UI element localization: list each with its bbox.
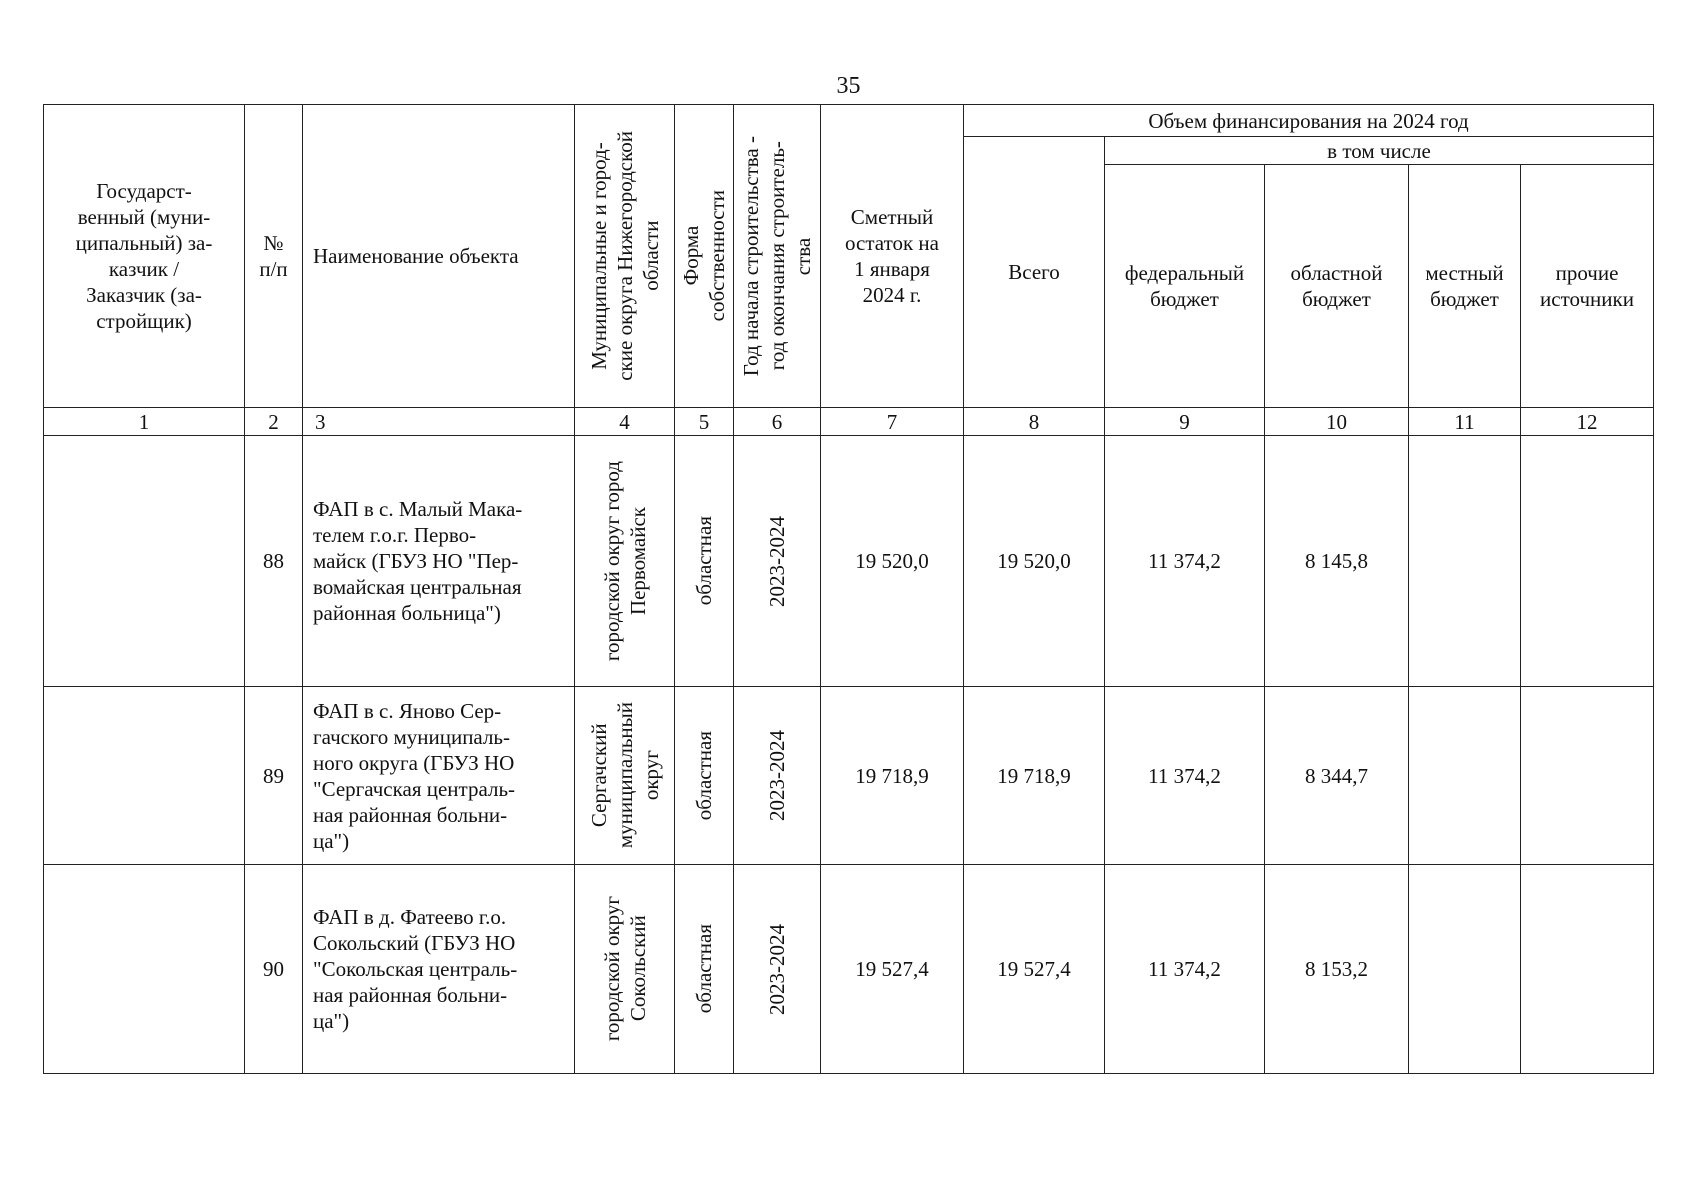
- row-municipality-text: городской округ Сокольский: [599, 896, 650, 1042]
- row-years-text: 2023-2024: [765, 730, 789, 821]
- row-years: [734, 436, 821, 687]
- row-total: 19 520,0: [964, 436, 1105, 687]
- header-years: [734, 105, 821, 408]
- table-row: [44, 865, 1654, 1074]
- row-object-name: ФАП в с. Малый Мака- телем г.о.г. Перво- майск (ГБУЗ НО "Пер- вомайская центральная районная больница"): [303, 436, 575, 687]
- row-municipality: [575, 436, 675, 687]
- row-regional: 8 344,7: [1265, 687, 1409, 865]
- row-customer: [44, 436, 245, 687]
- header-customer: Государст- венный (муни- ципальный) за- казчик / Заказчик (за- стройщик): [44, 105, 245, 408]
- row-municipality: [575, 687, 675, 865]
- table-row: [44, 436, 1654, 687]
- col-num-4: 4: [575, 408, 675, 436]
- row-ownership-text: областная: [692, 924, 716, 1014]
- row-customer: [44, 687, 245, 865]
- col-num-9: 9: [1105, 408, 1265, 436]
- row-total: 19 718,9: [964, 687, 1105, 865]
- row-object-name: ФАП в с. Яново Сер- гачского муниципаль- ного округа (ГБУЗ НО "Сергачская централь- ная районная больни- ца"): [303, 687, 575, 865]
- row-object-name: ФАП в д. Фатеево г.о. Сокольский (ГБУЗ НО "Сокольская централь- ная районная больни- ца"): [303, 865, 575, 1074]
- header-years-text: Год начала строительства - год окончания строитель- ства: [739, 135, 815, 377]
- row-municipality-text: городской округ город Первомайск: [599, 460, 650, 662]
- row-estimate: 19 718,9: [821, 687, 964, 865]
- row-years-text: 2023-2024: [765, 515, 789, 607]
- row-ownership: [675, 865, 734, 1074]
- row-local: [1409, 436, 1521, 687]
- row-regional: 8 145,8: [1265, 436, 1409, 687]
- col-num-11: 11: [1409, 408, 1521, 436]
- header-local: местный бюджет: [1409, 165, 1521, 408]
- row-ownership: [675, 436, 734, 687]
- header-ownership-text: Форма собственности: [679, 190, 729, 322]
- col-num-8: 8: [964, 408, 1105, 436]
- col-num-3: 3: [303, 408, 575, 436]
- col-num-1: 1: [44, 408, 245, 436]
- col-num-2: 2: [245, 408, 303, 436]
- row-years-text: 2023-2024: [765, 923, 789, 1015]
- row-other: [1521, 687, 1654, 865]
- row-estimate: 19 527,4: [821, 865, 964, 1074]
- row-num: 90: [245, 865, 303, 1074]
- col-num-5: 5: [675, 408, 734, 436]
- header-municipality-text: Муниципальные и город- ские округа Нижегородской области: [586, 131, 663, 381]
- row-ownership: [675, 687, 734, 865]
- row-estimate: 19 520,0: [821, 436, 964, 687]
- financing-table: [43, 104, 1654, 1074]
- header-including: в том числе: [1105, 137, 1654, 165]
- table-row: [44, 687, 1654, 865]
- row-customer: [44, 865, 245, 1074]
- col-num-7: 7: [821, 408, 964, 436]
- row-municipality-text: Сергачский муниципальный округ: [586, 702, 663, 849]
- page-number: 35: [836, 73, 861, 99]
- col-num-10: 10: [1265, 408, 1409, 436]
- header-total: Всего: [964, 137, 1105, 408]
- header-estimate: Сметный остаток на 1 января 2024 г.: [821, 105, 964, 408]
- row-municipality: [575, 865, 675, 1074]
- row-num: 89: [245, 687, 303, 865]
- column-number-row: [44, 408, 1654, 436]
- row-num: 88: [245, 436, 303, 687]
- col-num-6: 6: [734, 408, 821, 436]
- header-row-1: [44, 105, 1654, 137]
- header-other: прочие источники: [1521, 165, 1654, 408]
- row-local: [1409, 687, 1521, 865]
- row-years: [734, 687, 821, 865]
- row-other: [1521, 865, 1654, 1074]
- row-federal: 11 374,2: [1105, 436, 1265, 687]
- row-other: [1521, 436, 1654, 687]
- row-regional: 8 153,2: [1265, 865, 1409, 1074]
- row-total: 19 527,4: [964, 865, 1105, 1074]
- header-federal: федеральный бюджет: [1105, 165, 1265, 408]
- header-funding: Объем финансирования на 2024 год: [964, 105, 1654, 137]
- row-ownership-text: областная: [692, 516, 716, 606]
- row-local: [1409, 865, 1521, 1074]
- header-municipality: [575, 105, 675, 408]
- header-regional: областной бюджет: [1265, 165, 1409, 408]
- row-ownership-text: областная: [692, 730, 716, 821]
- row-federal: 11 374,2: [1105, 687, 1265, 865]
- row-years: [734, 865, 821, 1074]
- row-federal: 11 374,2: [1105, 865, 1265, 1074]
- header-ownership: [675, 105, 734, 408]
- header-object-name: Наименование объекта: [303, 105, 575, 408]
- col-num-12: 12: [1521, 408, 1654, 436]
- header-num: № п/п: [245, 105, 303, 408]
